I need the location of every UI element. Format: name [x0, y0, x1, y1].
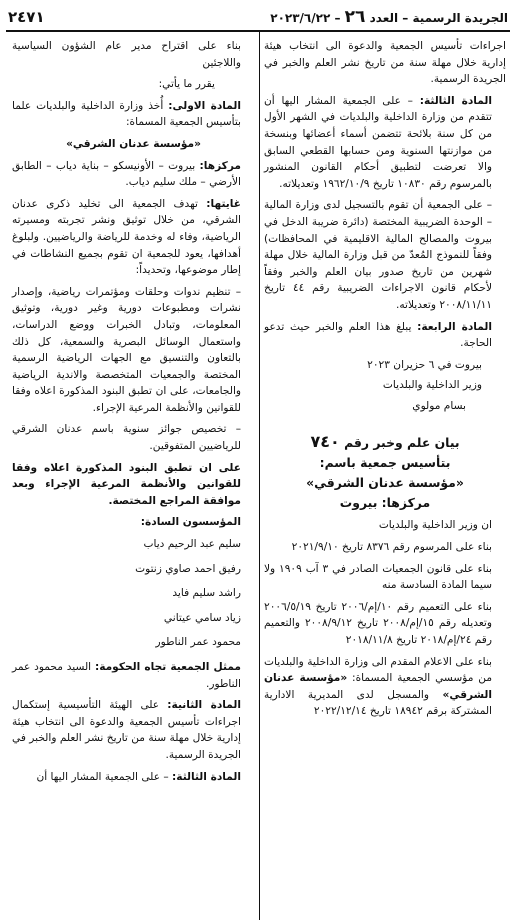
list-item: راشد سليم فايد [172, 587, 241, 600]
issue-date: – ٢٠٢٣/٦/٢٢ [270, 11, 341, 25]
article-1-paragraph: المادة الاولى: أُخذ وزارة الداخلية والبلديات علما بتأسيس الجمعية المسماة: [12, 99, 241, 129]
association-name: «مؤسسة عدنان الشرقي» [66, 137, 201, 150]
list-item: محمود عمر الناطور [155, 636, 241, 649]
signature-name: بسام مولوي [412, 399, 466, 412]
founders-label: المؤسسون السادة: [140, 516, 241, 529]
circular-paragraph: بناء على التعميم رقم ١٠/إم/٢٠٠٦ تاريخ ٢٠٠٦/٥/١٩ وتعديله رقم ١٥/إم/٢٠٠٨ تاريخ ٢٠٠٨/٩/١٢ والتعميم رقم ٢٤/إم/٢٠١٨ تاريخ ٢٠١٨/١١/٨ [264, 600, 492, 647]
headquarters-paragraph: مركزها: بيروت – الأونيسكو – بناية دياب – الطابق الأرضي – ملك سليم دياب. [12, 159, 241, 189]
list-item: سليم عبد الرحيم دياب [143, 538, 241, 551]
text-columns [6, 32, 510, 920]
page-header [6, 4, 510, 32]
goal-item: – تخصيص جوائز سنوية باسم عدنان الشرقي للرياضيين المتفوقين. [12, 423, 241, 453]
notice-title: بيان علم وخبر رقم ٧٤٠ بتأسيس جمعية باسم: «مؤسسة عدنان الشرقي» مركزها: بيروت [306, 432, 464, 511]
page-number: ٢٤٧١ [8, 8, 45, 26]
article-3-paragraph: المادة الثالثة: – على الجمعية المشار اليها أن تتقدم من وزارة الداخلية والبلديات في الشهر الأول من كل سنة بلائحة تتضمن أسماء أعضائها وبنسخة من موازنتها السنوية ومن حسابها القطعي السابق والا تعرضت لتطبيق أحكام القانون المنشور بالمرسوم رقم ١٠٨٣٠ تاريخ ١٩٦٢/١٠/٩ وتعديلاته. [264, 94, 492, 190]
founders-list [12, 536, 255, 651]
goal-paragraph: غايتها: تهدف الجمعية الى تخليد ذكرى عدنان الشرقي، من خلال توثيق ونشر تجربته ومسيرته الرياضية، وفاء له وخدمة للرياضة والرياضيين. ولبلوغ أهدافها، يعود للجمعية ان تقوم بجميع النشاطات في إطار موضوعها، وتحديداً: [12, 197, 241, 277]
article-4-paragraph: المادة الرابعة: يبلغ هذا العلم والخبر حيث تدعو الحاجة. [264, 320, 492, 350]
right-column [259, 32, 510, 920]
article-3-paragraph: المادة الثالثة: – على الجمعية المشار اليها أن [36, 770, 241, 783]
header-publication [270, 7, 508, 27]
proposal-paragraph: بناء على اقتراح مدير عام الشؤون السياسية واللاجئين [12, 40, 241, 69]
article-2-paragraph: المادة الثانية: على الهيئة التأسيسية إستكمال اجراءات تأسيس الجمعية والدعوة الى انتخاب هيئة إدارية خلال مهلة سنة من تاريخ نشر العلم والخبر في الجريدة الرسمية. [12, 699, 241, 761]
decides-line: يقرر ما يأتي: [158, 78, 215, 91]
minister-line: ان وزير الداخلية والبلديات [378, 519, 492, 532]
signature-title: وزير الداخلية والبلديات [382, 379, 482, 392]
signature-place-date: بيروت في ٦ حزيران ٢٠٢٣ [367, 358, 482, 371]
notification-paragraph: بناء على الاعلام المقدم الى وزارة الداخلية والبلديات من مؤسسي الجمعية المسماة: «مؤسسة عدنان الشرقي» والمسجل لدى المديرية الادارية المشتركة برقم ١٨٩٤٢ تاريخ ٢٠٢٢/١٢/١٤ [264, 655, 492, 718]
left-column [8, 32, 259, 920]
law-paragraph: بناء على قانون الجمعيات الصادر في ٣ آب ١٩٠٩ ولا سيما المادة السادسة منه [264, 562, 492, 592]
conditions-paragraph: على ان تطبق البنود المذكورة اعلاه وفقا للقوانين والأنظمة المرعية الإجراء وبعد موافقة المراجع المختصة. [12, 461, 241, 507]
paragraph: اجراءات تأسيس الجمعية والدعوة الى انتخاب هيئة إدارية خلال مهلة سنة من تاريخ نشر العلم والخبر في الجريدة الرسمية. [264, 40, 506, 86]
finance-registration-paragraph: – على الجمعية أن تقوم بالتسجيل لدى وزارة المالية – الوحدة الضريبية المختصة (دائرة ضريبة الدخل في بيروت والمصالح المالية الاقليمية في المحافظات) وفقاً للنموذج المُعدّ من قبل وزارة المالية خلال مهلة شهرين من تاريخ صدور بيان العلم والخبر وفقاً لأحكام قانون الاجراءات الضريبية رقم ٤٤ تاريخ ٢٠٠٨/١١/١١ وتعديلاته. [264, 199, 492, 311]
list-item: زياد سامي عيتاني [163, 611, 241, 624]
publication-name: الجريدة الرسمية – العدد [369, 11, 508, 25]
representative-paragraph: ممثل الجمعية تجاه الحكومة: السيد محمود عمر الناطور. [12, 661, 241, 690]
list-item: رفيق احمد صاوي زنتوت [135, 562, 241, 575]
goal-item: – تنظيم ندوات وحلقات ومؤتمرات رياضية، وإصدار نشرات ومطبوعات دورية وغير دورية، وتوثيق المعلومات، وتبادل الخبرات ووضع الدراسات، واستعمال الوسائل البصرية والسمعية، كل ذلك بالتعاون والتنسيق مع الجهات الرياضية الرسمية المختصة والجمعيات المتخصصة والاندية الرياضية والجامعات، على ان تطبق البنود المذكورة اعلاه وفقا للقوانين والأنظمة المرعية الإجراء. [12, 285, 241, 414]
notice-number: ٧٤٠ [310, 432, 340, 452]
issue-number: ٢٦ [344, 7, 366, 27]
signature-block [264, 357, 506, 415]
decree-paragraph: بناء على المرسوم رقم ٨٣٧٦ تاريخ ٢٠٢١/٩/١٠ [291, 541, 492, 554]
